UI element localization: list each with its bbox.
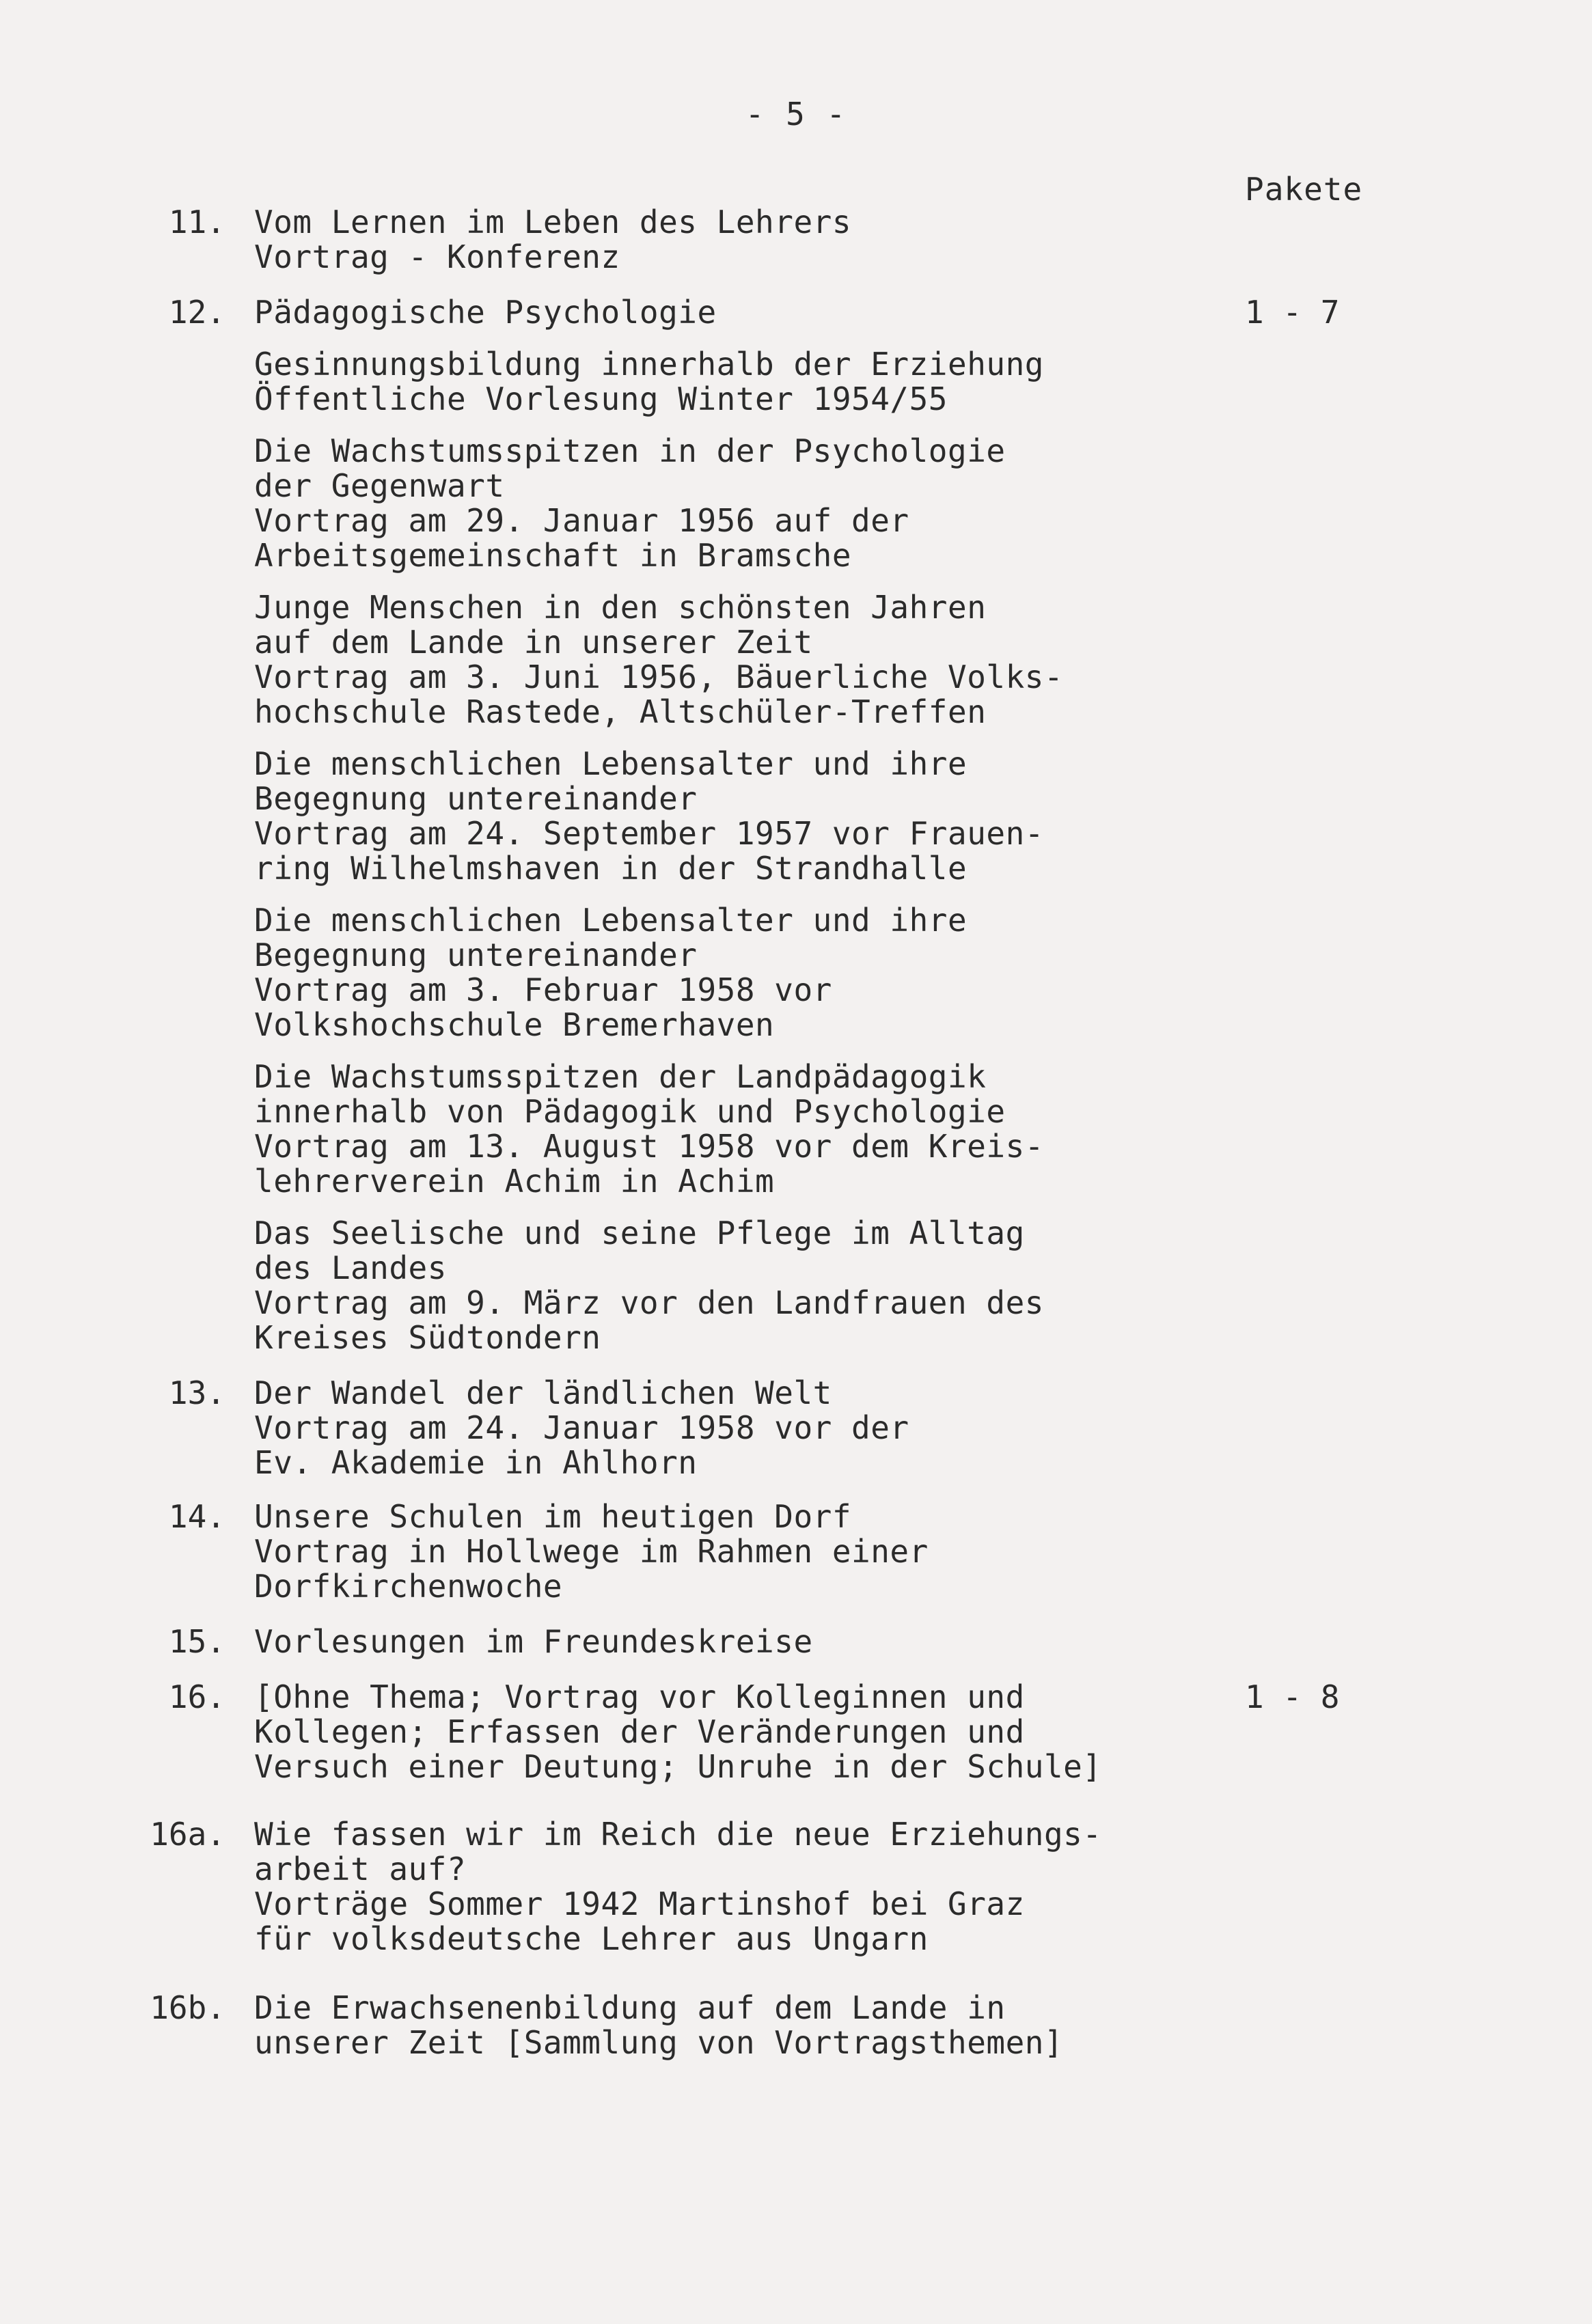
text-line: ring Wilhelmshaven in der Strandhalle	[254, 850, 967, 887]
entry-body	[254, 1624, 1238, 1659]
text-line: Junge Menschen in den schönsten Jahren	[254, 589, 987, 626]
list-entry	[0, 1376, 1592, 1480]
entry-text-block	[254, 1680, 1238, 1784]
text-line: Vortrag - Konferenz	[254, 238, 620, 275]
entry-number: 14.	[168, 1498, 225, 1535]
text-line: Öffentliche Vorlesung Winter 1954/55	[254, 381, 948, 417]
text-line: hochschule Rastede, Altschüler-Treffen	[254, 693, 987, 730]
text-line: auf dem Lande in unserer Zeit	[254, 624, 813, 661]
entry-text-block	[254, 205, 1238, 275]
entry-body	[254, 1680, 1238, 1784]
entry-number: 15.	[168, 1623, 225, 1660]
text-line: innerhalb von Pädagogik und Psychologie	[254, 1093, 1006, 1130]
text-line: Vorträge Sommer 1942 Martinshof bei Graz	[254, 1885, 1025, 1922]
entry-text-block	[254, 347, 1238, 417]
text-line: Das Seelische und seine Pflege im Alltag	[254, 1215, 1025, 1251]
list-entry	[0, 1680, 1592, 1784]
text-line: Wie fassen wir im Reich die neue Erziehungs-	[254, 1816, 1102, 1853]
text-line: der Gegenwart	[254, 467, 505, 504]
text-line: Die Erwachsenenbildung auf dem Lande in	[254, 1989, 1006, 2026]
text-line: Ev. Akademie in Ahlhorn	[254, 1444, 698, 1481]
text-line: [Ohne Thema; Vortrag vor Kolleginnen und	[254, 1678, 1025, 1715]
text-line: des Landes	[254, 1249, 447, 1286]
text-line: Vortrag in Hollwege im Rahmen einer	[254, 1533, 929, 1570]
text-line: Vortrag am 13. August 1958 vor dem Kreis-	[254, 1128, 1044, 1165]
text-line: Vorlesungen im Freundeskreise	[254, 1623, 813, 1660]
text-line: für volksdeutsche Lehrer aus Ungarn	[254, 1920, 929, 1957]
text-line: Arbeitsgemeinschaft in Bramsche	[254, 537, 852, 574]
entry-body	[254, 1499, 1238, 1604]
list-entry	[0, 1624, 1592, 1659]
text-line: Unsere Schulen im heutigen Dorf	[254, 1498, 852, 1535]
text-line: Vortrag am 24. September 1957 vor Frauen-	[254, 815, 1044, 852]
entry-text-block	[254, 1624, 1238, 1659]
text-line: Vortrag am 29. Januar 1956 auf der	[254, 502, 909, 539]
text-line: Kollegen; Erfassen der Veränderungen und	[254, 1713, 1025, 1750]
entry-body	[254, 1817, 1238, 1956]
text-line: Dorfkirchenwoche	[254, 1568, 563, 1605]
list-entry	[0, 1499, 1592, 1604]
entry-text-block	[254, 1817, 1238, 1956]
list-entry	[0, 1817, 1592, 1956]
list-entry	[0, 205, 1592, 275]
list-entry	[0, 295, 1592, 1355]
entry-body	[254, 205, 1238, 275]
pakete-range: 1 - 7	[1245, 294, 1340, 331]
entry-text-block	[254, 903, 1238, 1042]
text-line: arbeit auf?	[254, 1851, 467, 1887]
entry-number: 16.	[168, 1678, 225, 1715]
entry-number: 11.	[168, 204, 225, 240]
entry-body	[254, 1991, 1238, 2060]
entry-text-block	[254, 590, 1238, 730]
entry-text-block	[254, 295, 1238, 330]
text-line: Vom Lernen im Leben des Lehrers	[254, 204, 852, 240]
entry-body	[254, 295, 1238, 1355]
entry-text-block	[254, 1060, 1238, 1199]
text-line: Versuch einer Deutung; Unruhe in der Schule]	[254, 1748, 1102, 1785]
entry-body	[254, 1376, 1238, 1480]
entry-number: 12.	[168, 294, 225, 331]
list-entry	[0, 1991, 1592, 2060]
entry-text-block	[254, 1991, 1238, 2060]
text-line: Die menschlichen Lebensalter und ihre	[254, 902, 967, 939]
entry-text-block	[254, 1499, 1238, 1604]
entry-number: 13.	[168, 1374, 225, 1411]
text-line: Die Wachstumsspitzen der Landpädagogik	[254, 1058, 987, 1095]
entry-text-block	[254, 434, 1238, 573]
text-line: Vortrag am 3. Februar 1958 vor	[254, 971, 832, 1008]
page-number: - 5 -	[745, 96, 847, 133]
text-line: Vortrag am 24. Januar 1958 vor der	[254, 1409, 909, 1446]
entry-list	[0, 205, 1592, 2060]
entry-text-block	[254, 1376, 1238, 1480]
text-line: Pädagogische Psychologie	[254, 294, 717, 331]
entry-number: 16a.	[150, 1816, 225, 1853]
text-line: Vortrag am 3. Juni 1956, Bäuerliche Volks-	[254, 659, 1064, 695]
entry-number: 16b.	[150, 1989, 225, 2026]
text-line: Begegnung untereinander	[254, 937, 698, 973]
text-line: Vortrag am 9. März vor den Landfrauen des	[254, 1284, 1044, 1321]
text-line: Die Wachstumsspitzen in der Psychologie	[254, 432, 1006, 469]
text-line: Begegnung untereinander	[254, 780, 698, 817]
pakete-range: 1 - 8	[1245, 1678, 1340, 1715]
text-line: lehrerverein Achim in Achim	[254, 1163, 775, 1200]
text-line: unserer Zeit [Sammlung von Vortragsthemen]	[254, 2024, 1064, 2061]
entry-text-block	[254, 1216, 1238, 1355]
text-line: Kreises Südtondern	[254, 1319, 601, 1356]
pakete-column-header: Pakete	[1245, 171, 1363, 208]
text-line: Volkshochschule Bremerhaven	[254, 1006, 775, 1043]
text-line: Der Wandel der ländlichen Welt	[254, 1374, 832, 1411]
entry-text-block	[254, 747, 1238, 886]
text-line: Gesinnungsbildung innerhalb der Erziehung	[254, 346, 1044, 383]
text-line: Die menschlichen Lebensalter und ihre	[254, 745, 967, 782]
